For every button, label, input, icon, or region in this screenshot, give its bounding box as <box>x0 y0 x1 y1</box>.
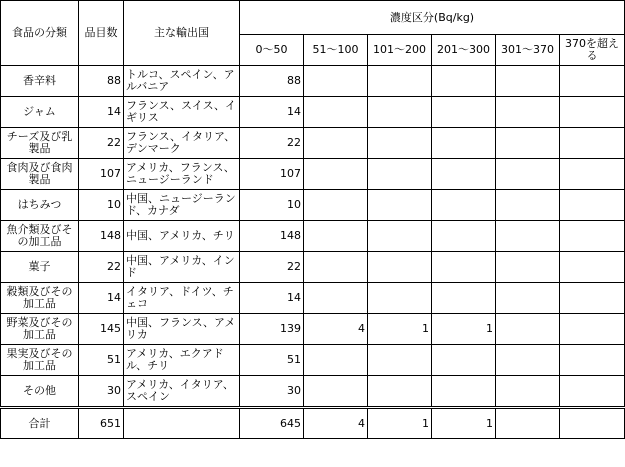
countries-cell: 中国、アメリカ、インド <box>124 252 240 283</box>
table-row <box>1 252 625 283</box>
table-row <box>1 66 625 97</box>
table-row <box>1 190 625 221</box>
header-bin: 101～200 <box>368 35 432 66</box>
total-row <box>1 408 625 439</box>
header-count: 品目数 <box>79 1 124 66</box>
table-row <box>1 314 625 345</box>
bin-cell <box>496 128 560 159</box>
bin-cell: 10 <box>240 190 304 221</box>
bin-cell <box>496 221 560 252</box>
header-bin: 0～50 <box>240 35 304 66</box>
bin-cell: 4 <box>304 314 368 345</box>
bin-cell <box>432 66 496 97</box>
bin-cell <box>560 252 625 283</box>
bin-cell <box>304 252 368 283</box>
total-bin: 645 <box>240 408 304 439</box>
category-cell: ジャム <box>1 97 79 128</box>
bin-cell <box>432 159 496 190</box>
bin-cell <box>432 190 496 221</box>
category-cell: 食肉及び食肉製品 <box>1 159 79 190</box>
table-row <box>1 376 625 408</box>
countries-cell: イタリア、ドイツ、チェコ <box>124 283 240 314</box>
category-cell: チーズ及び乳製品 <box>1 128 79 159</box>
bin-cell <box>304 159 368 190</box>
bin-cell <box>560 345 625 376</box>
bin-cell <box>496 345 560 376</box>
table-body <box>1 66 625 408</box>
bin-cell: 139 <box>240 314 304 345</box>
bin-cell <box>496 159 560 190</box>
countries-cell: アメリカ、イタリア、スペイン <box>124 376 240 408</box>
bin-cell <box>560 66 625 97</box>
category-cell: はちみつ <box>1 190 79 221</box>
bin-cell <box>368 190 432 221</box>
count-cell: 51 <box>79 345 124 376</box>
header-bin: 51～100 <box>304 35 368 66</box>
header-row-1 <box>1 1 625 35</box>
count-cell: 30 <box>79 376 124 408</box>
table-row <box>1 283 625 314</box>
bin-cell <box>368 376 432 408</box>
table-row <box>1 159 625 190</box>
bin-cell <box>432 97 496 128</box>
bin-cell <box>560 221 625 252</box>
table-row <box>1 345 625 376</box>
bin-cell: 51 <box>240 345 304 376</box>
bin-cell <box>432 376 496 408</box>
bin-cell <box>368 66 432 97</box>
category-cell: 菓子 <box>1 252 79 283</box>
header-countries: 主な輸出国 <box>124 1 240 66</box>
header-bin: 301～370 <box>496 35 560 66</box>
bin-cell <box>496 190 560 221</box>
total-label: 合計 <box>1 408 79 439</box>
bin-cell <box>432 128 496 159</box>
bin-cell <box>304 66 368 97</box>
bin-cell <box>496 314 560 345</box>
category-cell: その他 <box>1 376 79 408</box>
bin-cell <box>304 190 368 221</box>
bin-cell <box>560 190 625 221</box>
countries-cell: トルコ、スペイン、アルバニア <box>124 66 240 97</box>
bin-cell <box>368 345 432 376</box>
count-cell: 10 <box>79 190 124 221</box>
bin-cell: 30 <box>240 376 304 408</box>
bin-cell <box>368 159 432 190</box>
count-cell: 22 <box>79 128 124 159</box>
countries-cell: フランス、スイス、イギリス <box>124 97 240 128</box>
header-concentration: 濃度区分(Bq/kg) <box>240 1 625 35</box>
bin-cell <box>432 221 496 252</box>
countries-cell: アメリカ、フランス、ニュージーランド <box>124 159 240 190</box>
total-bin <box>496 408 560 439</box>
countries-cell: 中国、アメリカ、チリ <box>124 221 240 252</box>
bin-cell: 22 <box>240 128 304 159</box>
bin-cell <box>368 221 432 252</box>
total-count: 651 <box>79 408 124 439</box>
bin-cell <box>368 97 432 128</box>
countries-cell: 中国、ニュージーランド、カナダ <box>124 190 240 221</box>
total-bin: 4 <box>304 408 368 439</box>
bin-cell: 107 <box>240 159 304 190</box>
bin-cell <box>304 283 368 314</box>
total-bin: 1 <box>368 408 432 439</box>
bin-cell <box>560 376 625 408</box>
count-cell: 148 <box>79 221 124 252</box>
bin-cell: 14 <box>240 283 304 314</box>
count-cell: 14 <box>79 283 124 314</box>
bin-cell: 148 <box>240 221 304 252</box>
bin-cell <box>560 314 625 345</box>
bin-cell: 1 <box>432 314 496 345</box>
bin-cell <box>368 252 432 283</box>
countries-cell: アメリカ、エクアドル、チリ <box>124 345 240 376</box>
total-countries <box>124 408 240 439</box>
bin-cell <box>560 283 625 314</box>
bin-cell <box>560 97 625 128</box>
header-bin: 201～300 <box>432 35 496 66</box>
count-cell: 14 <box>79 97 124 128</box>
bin-cell <box>496 97 560 128</box>
bin-cell: 22 <box>240 252 304 283</box>
count-cell: 22 <box>79 252 124 283</box>
table-row <box>1 97 625 128</box>
count-cell: 88 <box>79 66 124 97</box>
bin-cell <box>560 128 625 159</box>
bin-cell <box>304 345 368 376</box>
header-bin: 370を超える <box>560 35 625 66</box>
header-category: 食品の分類 <box>1 1 79 66</box>
category-cell: 果実及びその加工品 <box>1 345 79 376</box>
category-cell: 野菜及びその加工品 <box>1 314 79 345</box>
bin-cell <box>432 345 496 376</box>
total-bin: 1 <box>432 408 496 439</box>
bin-cell <box>496 66 560 97</box>
bin-cell <box>496 376 560 408</box>
bin-cell <box>304 376 368 408</box>
bin-cell <box>304 128 368 159</box>
bin-cell <box>368 128 432 159</box>
bin-cell: 1 <box>368 314 432 345</box>
bin-cell <box>560 159 625 190</box>
count-cell: 145 <box>79 314 124 345</box>
bin-cell: 88 <box>240 66 304 97</box>
bin-cell <box>496 283 560 314</box>
bin-cell <box>496 252 560 283</box>
bin-cell <box>304 221 368 252</box>
category-cell: 香辛料 <box>1 66 79 97</box>
count-cell: 107 <box>79 159 124 190</box>
bin-cell: 14 <box>240 97 304 128</box>
countries-cell: フランス、イタリア、デンマーク <box>124 128 240 159</box>
category-cell: 穀類及びその加工品 <box>1 283 79 314</box>
countries-cell: 中国、フランス、アメリカ <box>124 314 240 345</box>
bin-cell <box>368 283 432 314</box>
category-cell: 魚介類及びその加工品 <box>1 221 79 252</box>
total-bin <box>560 408 625 439</box>
table-row <box>1 221 625 252</box>
bin-cell <box>304 97 368 128</box>
bin-cell <box>432 283 496 314</box>
bin-cell <box>432 252 496 283</box>
table-row <box>1 128 625 159</box>
